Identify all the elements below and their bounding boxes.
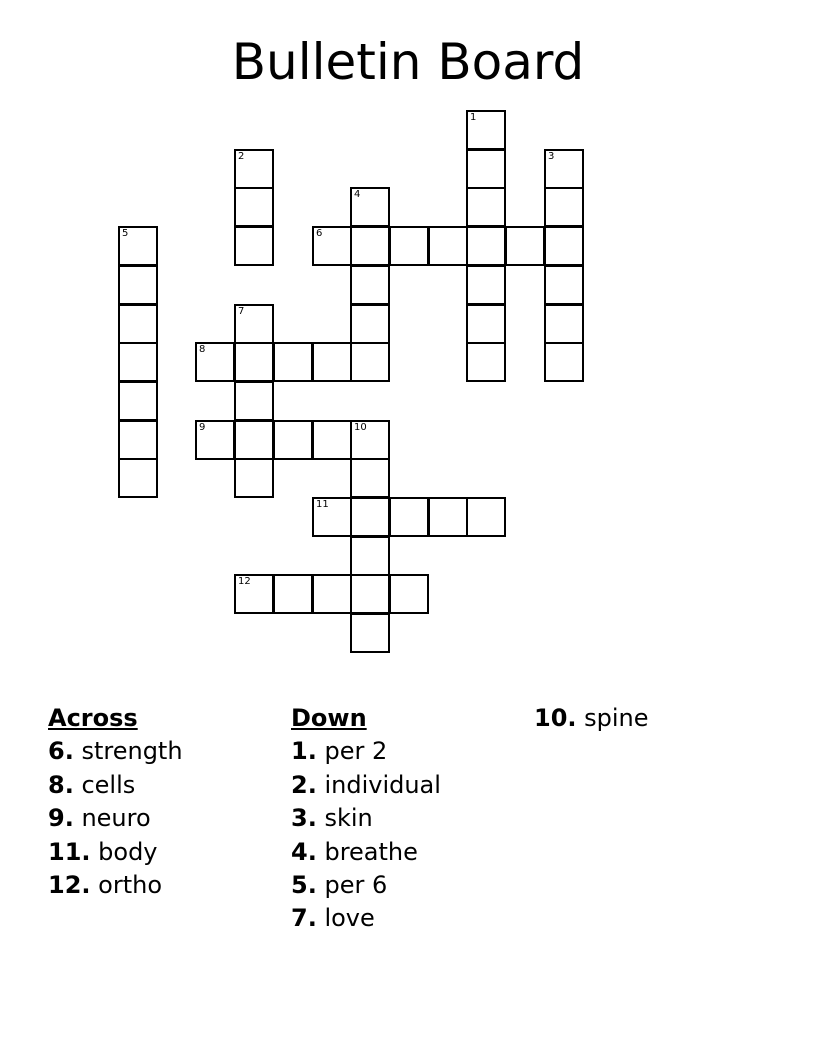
clue-item — [291, 735, 441, 768]
clue-item-text: skin — [316, 804, 373, 833]
grid-cell[interactable] — [234, 304, 274, 344]
grid-cell[interactable] — [118, 458, 158, 498]
grid-cell[interactable] — [350, 420, 390, 460]
grid-cell[interactable] — [350, 226, 390, 266]
grid-cell[interactable] — [544, 304, 584, 344]
clue-item — [291, 869, 441, 902]
clue-item — [48, 769, 183, 802]
grid-cell[interactable] — [544, 342, 584, 382]
grid-cell[interactable] — [234, 574, 274, 614]
grid-cell[interactable] — [312, 226, 352, 266]
clue-item-text: neuro — [73, 804, 151, 833]
clue-item-number: 12. — [48, 871, 91, 900]
clue-item — [48, 869, 183, 902]
grid-cell[interactable] — [466, 342, 506, 382]
down-clues-continued — [534, 702, 649, 735]
grid-cell[interactable] — [312, 574, 352, 614]
down-heading: Down — [291, 704, 367, 732]
grid-cell[interactable] — [350, 536, 390, 576]
grid-cell[interactable] — [350, 458, 390, 498]
grid-cell[interactable] — [312, 420, 352, 460]
clue-item-number: 7. — [291, 904, 317, 933]
grid-cell[interactable] — [389, 226, 429, 266]
grid-cell[interactable] — [544, 149, 584, 189]
clue-item-number: 5. — [291, 871, 317, 900]
grid-cell[interactable] — [350, 265, 390, 305]
grid-cell[interactable] — [389, 574, 429, 614]
clue-number: 9 — [199, 422, 206, 433]
grid-cell[interactable] — [466, 110, 506, 150]
grid-cell[interactable] — [273, 420, 313, 460]
clue-item-number: 9. — [48, 804, 74, 833]
clue-item-number: 1. — [291, 737, 317, 766]
down-clues — [291, 702, 441, 936]
grid-cell[interactable] — [350, 574, 390, 614]
grid-cell[interactable] — [195, 342, 235, 382]
grid-cell[interactable] — [118, 304, 158, 344]
clue-item — [291, 769, 441, 802]
grid-cell[interactable] — [466, 265, 506, 305]
clue-item — [48, 836, 183, 869]
grid-cell[interactable] — [466, 304, 506, 344]
grid-cell[interactable] — [118, 226, 158, 266]
clue-item-text: breathe — [316, 837, 418, 866]
clue-item — [291, 836, 441, 869]
across-heading: Across — [48, 704, 138, 732]
grid-cell[interactable] — [234, 342, 274, 382]
clue-item-number: 6. — [48, 737, 74, 766]
grid-cell[interactable] — [466, 226, 506, 266]
grid-cell[interactable] — [118, 342, 158, 382]
grid-cell[interactable] — [466, 497, 506, 537]
grid-cell[interactable] — [234, 420, 274, 460]
clue-number: 1 — [470, 112, 477, 123]
clue-number: 11 — [316, 499, 329, 510]
clue-item-number: 4. — [291, 837, 317, 866]
clue-number: 6 — [316, 228, 323, 239]
grid-cell[interactable] — [428, 497, 468, 537]
clue-item-text: cells — [73, 770, 136, 799]
grid-cell[interactable] — [273, 574, 313, 614]
clue-number: 12 — [238, 576, 251, 587]
grid-cell[interactable] — [350, 613, 390, 653]
clue-item-number: 8. — [48, 770, 74, 799]
puzzle-title: Bulletin Board — [231, 33, 585, 91]
grid-cell[interactable] — [350, 304, 390, 344]
clue-number: 2 — [238, 151, 245, 162]
clue-item-number: 3. — [291, 804, 317, 833]
clue-item-number: 2. — [291, 770, 317, 799]
clue-item-number: 10. — [534, 704, 577, 732]
grid-cell[interactable] — [466, 149, 506, 189]
clue-item-text: strength — [73, 737, 183, 766]
grid-cell[interactable] — [234, 187, 274, 227]
clue-number: 7 — [238, 306, 245, 317]
grid-cell[interactable] — [118, 420, 158, 460]
clue-item-text: ortho — [90, 871, 162, 900]
clue-number: 3 — [548, 151, 555, 162]
grid-cell[interactable] — [350, 187, 390, 227]
grid-cell[interactable] — [234, 458, 274, 498]
clue-item-text: body — [90, 837, 158, 866]
grid-cell[interactable] — [350, 497, 390, 537]
grid-cell[interactable] — [544, 187, 584, 227]
clue-item — [291, 802, 441, 835]
grid-cell[interactable] — [428, 226, 468, 266]
grid-cell[interactable] — [544, 265, 584, 305]
grid-cell[interactable] — [389, 497, 429, 537]
grid-cell[interactable] — [118, 265, 158, 305]
clue-item-text: spine — [576, 704, 649, 732]
across-clues — [48, 702, 183, 902]
clue-item-number: 11. — [48, 837, 91, 866]
clue-item — [291, 902, 441, 935]
clue-number: 4 — [354, 189, 361, 200]
grid-cell[interactable] — [466, 187, 506, 227]
grid-cell[interactable] — [234, 149, 274, 189]
grid-cell[interactable] — [312, 342, 352, 382]
grid-cell[interactable] — [544, 226, 584, 266]
clue-number: 10 — [354, 422, 367, 433]
grid-cell[interactable] — [234, 381, 274, 421]
clue-item-text: per 2 — [316, 737, 388, 766]
grid-cell[interactable] — [118, 381, 158, 421]
clue-item — [48, 802, 183, 835]
grid-cell[interactable] — [312, 497, 352, 537]
clue-item — [48, 735, 183, 768]
clue-item — [534, 702, 649, 735]
clue-item-text: individual — [316, 770, 441, 799]
grid-cell[interactable] — [273, 342, 313, 382]
clue-item-text: per 6 — [316, 871, 388, 900]
clue-number: 5 — [122, 228, 129, 239]
grid-cell[interactable] — [505, 226, 545, 266]
grid-cell[interactable] — [350, 342, 390, 382]
grid-cell[interactable] — [195, 420, 235, 460]
grid-cell[interactable] — [234, 226, 274, 266]
clue-number: 8 — [199, 344, 206, 355]
clue-item-text: love — [316, 904, 375, 933]
